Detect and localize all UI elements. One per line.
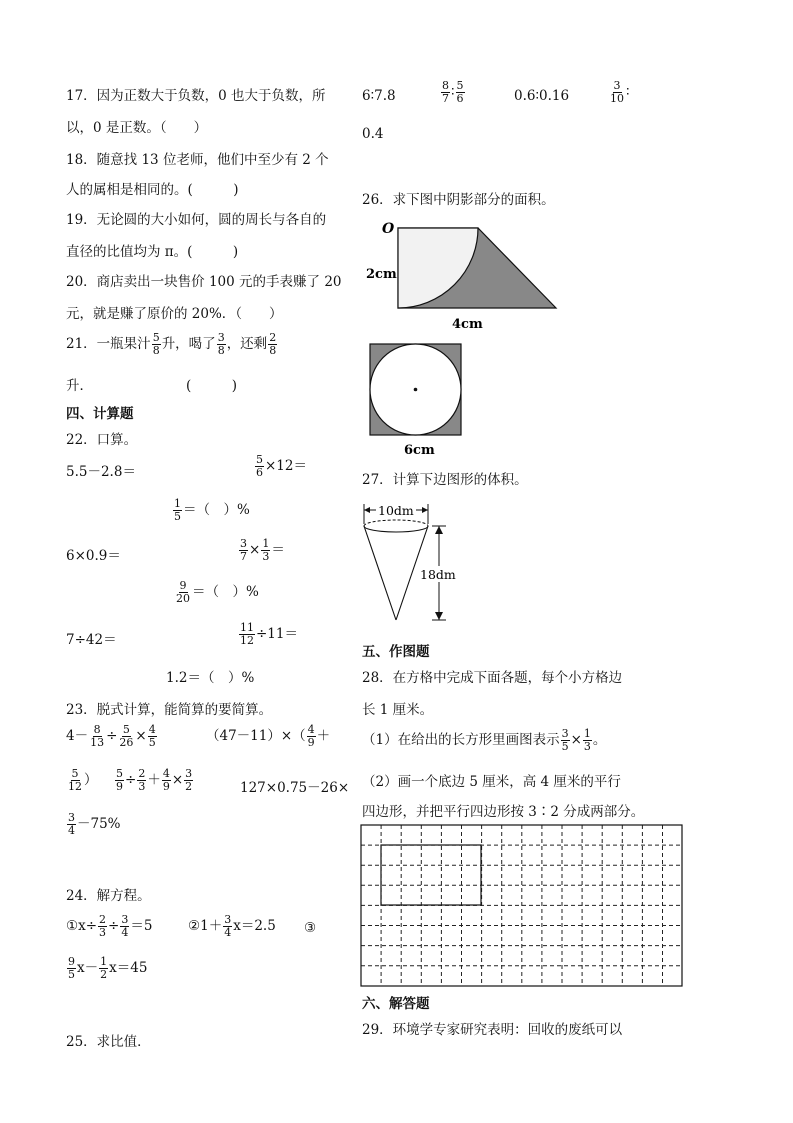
- q23-title: 23．脱式计算，能简算的要简算。: [66, 702, 273, 718]
- q23-expr-1: 4－ $\frac{8}{13}$ ÷ $\frac{5}{26}$ × $\frac{4}{5}$: [66, 723, 156, 749]
- q20-line2: 元，就是赚了原价的 20%．（ ）: [66, 306, 283, 322]
- q18-line2: 人的属相是相同的。( ): [66, 182, 239, 198]
- q28-sub1: （1）在给出的长方形里画图表示 $\frac{3}{5}$ × $\frac{1}{3}$ 。: [362, 727, 607, 753]
- label-side: 6cm: [404, 443, 435, 458]
- q22-item: 6×0.9＝: [66, 548, 121, 564]
- q22-item: $\frac{9}{20}$ ＝（ ）%: [176, 579, 259, 605]
- q29-line1: 29．环境学专家研究表明：回收的废纸可以: [362, 1022, 623, 1038]
- fraction: $\frac{3}{8}$: [217, 331, 225, 357]
- q22-item: $\frac{3}{7}$ × $\frac{1}{3}$ ＝: [240, 537, 285, 563]
- label-height: 2cm: [366, 267, 397, 282]
- q23-expr-2a: （47－11）×（ $\frac{4}{9}$ ＋: [206, 723, 331, 749]
- q21-line2: 升．: [66, 378, 93, 394]
- label-height: 18dm: [420, 567, 456, 582]
- ratio-4-tail: 0.4: [362, 126, 384, 142]
- section-5-heading: 五、作图题: [362, 644, 430, 660]
- q20-line1: 20．商店卖出一块售价 100 元的手表赚了 20: [66, 274, 342, 290]
- q23-expr-3: $\frac{5}{9}$ ÷ $\frac{2}{3}$ ＋ $\frac{4}{9}$ × $\frac{3}{2}$: [116, 767, 193, 793]
- q21-line1: 21．一瓶果汁 $\frac{5}{8}$ 升，喝了 $\frac{3}{8}$ ，还剩 $\frac{2}{8}$: [66, 331, 277, 357]
- q23-expr-2b: $\frac{5}{12}$ ）: [68, 767, 98, 793]
- q28-grid[interactable]: [360, 824, 684, 988]
- fraction: $\frac{5}{8}$: [152, 331, 160, 357]
- q22-item: $\frac{5}{6}$ ×12＝: [256, 453, 307, 479]
- ratio-4: $\frac{3}{10}$ ∶: [610, 79, 630, 105]
- label-o: O: [382, 221, 395, 237]
- q19-line2: 直径的比值均为 π。( ): [66, 244, 239, 260]
- q23-expr-4a: 127×0.75－26×: [240, 780, 350, 796]
- q18-line1: 18．随意找 13 位老师，他们中至少有 2 个: [66, 152, 329, 168]
- ratio-2: $\frac{8}{7}$ ∶ $\frac{5}{6}$: [442, 79, 464, 105]
- q27-figure-cone: [356, 496, 486, 628]
- label-width: 4cm: [452, 317, 483, 332]
- q28-line2: 长 1 厘米。: [362, 702, 434, 718]
- q26-figure-sector: [360, 218, 570, 336]
- q22-item: $\frac{1}{5}$ ＝（ ）%: [174, 497, 250, 523]
- q28-sub2-line1: （2）画一个底边 5 厘米，高 4 厘米的平行: [362, 774, 621, 790]
- q23-expr-4b: $\frac{3}{4}$ －75%: [68, 811, 121, 837]
- q17-line1: 17．因为正数大于负数，0 也大于负数，所: [66, 88, 326, 104]
- q24-eq-1: ①x÷ $\frac{2}{3}$ ÷ $\frac{3}{4}$ ＝5: [66, 913, 153, 939]
- ratio-3: 0.6∶0.16: [514, 88, 570, 104]
- q22-item: 5.5－2.8＝: [66, 464, 136, 480]
- q27-title: 27．计算下边图形的体积。: [362, 472, 528, 488]
- q26-title: 26．求下图中阴影部分的面积。: [362, 192, 555, 208]
- q19-line1: 19．无论圆的大小如何，圆的周长与各自的: [66, 212, 327, 228]
- q22-item: 1.2＝（ ）%: [166, 670, 255, 686]
- q24-eq-3-marker: ③: [304, 920, 317, 936]
- q17-line2: 以，0 是正数。（ ）: [66, 120, 208, 136]
- q25-title: 25．求比值．: [66, 1034, 151, 1050]
- q22-item: $\frac{11}{12}$ ÷11＝: [240, 621, 298, 647]
- q22-item: 7÷42＝: [66, 632, 117, 648]
- section-6-heading: 六、解答题: [362, 996, 430, 1012]
- fraction: $\frac{2}{8}$: [269, 331, 277, 357]
- q26-figure-square-circle: [364, 342, 468, 460]
- section-4-heading: 四、计算题: [66, 406, 134, 422]
- q24-eq-2: ②1＋ $\frac{3}{4}$ x＝2.5: [188, 913, 276, 939]
- ratio-1: 6∶7.8: [362, 88, 396, 104]
- label-diameter: 10dm: [378, 503, 414, 518]
- given-rectangle: [381, 845, 481, 905]
- q28-line1: 28．在方格中完成下面各题，每个小方格边: [362, 670, 623, 686]
- q28-sub2-line2: 四边形，并把平行四边形按 3∶2 分成两部分。: [362, 804, 645, 820]
- q24-title: 24．解方程。: [66, 888, 151, 904]
- q24-eq-3: $\frac{9}{5}$ x－ $\frac{1}{2}$ x＝45: [68, 955, 148, 981]
- q21-answer-paren: ( ): [186, 378, 238, 394]
- q22-title: 22．口算。: [66, 432, 138, 448]
